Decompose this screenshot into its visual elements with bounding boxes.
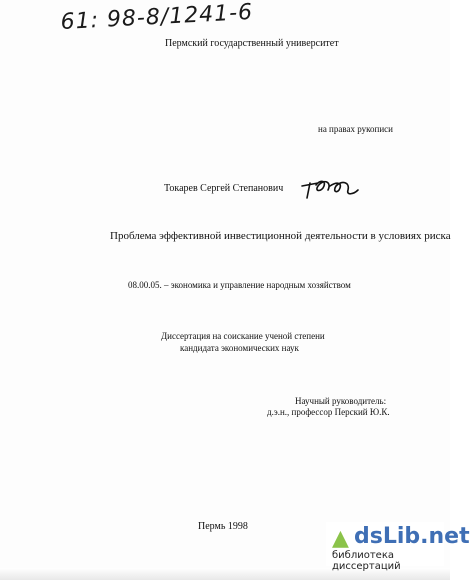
specialty-code: 08.00.05. – экономика и управление народным хозяйством (128, 280, 351, 290)
author-name: Токарев Сергей Степанович (164, 183, 284, 194)
place-and-year: Пермь 1998 (198, 521, 248, 532)
dissertation-title: Проблема эффективной инвестиционной деятельности в условиях риска (110, 230, 451, 242)
degree-line-1: Диссертация на соискание ученой степени (161, 331, 325, 341)
watermark-tagline: библиотека диссертаций (332, 550, 401, 572)
manuscript-rights-note: на правах рукописи (318, 124, 393, 134)
advisor-label: Научный руководитель: (295, 396, 387, 406)
catalog-number-handwritten: 61: 98-8/1241-6 (60, 0, 254, 35)
dslib-watermark-logo[interactable] (326, 522, 470, 572)
watermark-brand: dsLib.net (354, 524, 470, 549)
advisor-name: д.э.н., профессор Перский Ю.К. (267, 407, 390, 417)
university-name: Пермский государственный университет (165, 38, 339, 49)
degree-line-2: кандидата экономических наук (180, 343, 299, 353)
author-signature (298, 172, 362, 202)
dslib-leaf-icon: ▲ (332, 526, 349, 551)
